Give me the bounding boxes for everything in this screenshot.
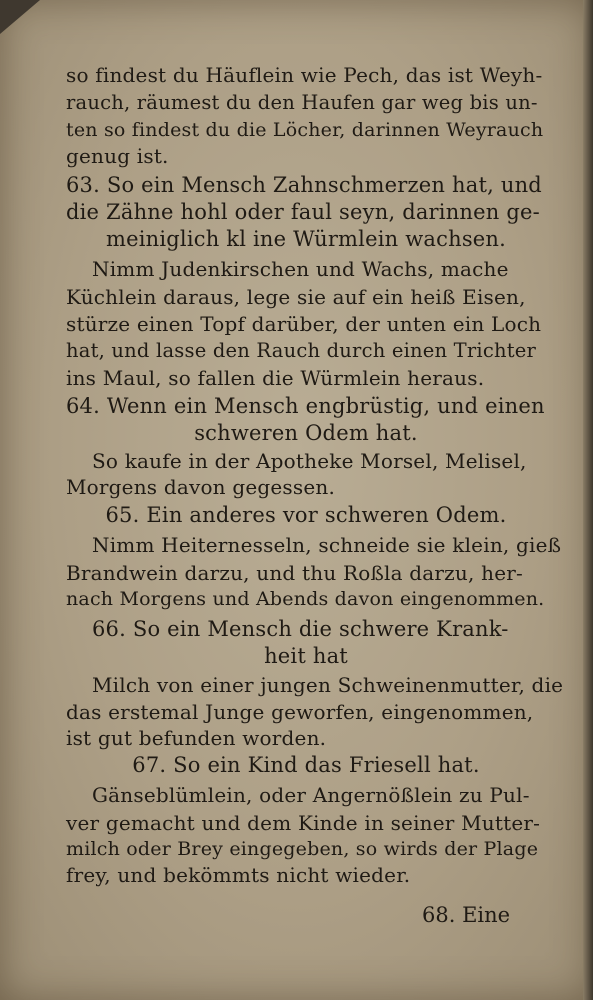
text-line: so findest du Häuflein wie Pech, das ist Weyh-	[66, 63, 543, 87]
text-line: ins Maul, so fallen die Würmlein heraus.	[66, 366, 485, 390]
text-line: So kaufe in der Apotheke Morsel, Melisel,	[92, 449, 527, 473]
text-line: ten so findest du die Löcher, darinnen Weyrauch	[66, 119, 544, 141]
recipe-heading-65: 65. Ein anderes vor schweren Odem.	[105, 503, 507, 527]
text-line: Nimm Judenkirschen und Wachs, mache	[92, 257, 509, 281]
catchword: 68. Eine	[422, 903, 511, 927]
recipe-heading-63-cont: meiniglich kl ine Würmlein wachsen.	[105, 227, 507, 251]
recipe-heading-63-cont: die Zähne hohl oder faul seyn, darinnen ge-	[66, 200, 540, 224]
recipe-heading-66: 66. So ein Mensch die schwere Krank-	[92, 617, 509, 641]
text-line: frey, und bekömmts nicht wieder.	[66, 863, 411, 887]
text-line: Brandwein darzu, und thu Roßla darzu, her-	[66, 561, 523, 585]
recipe-heading-64: 64. Wenn ein Mensch engbrüstig, und einen	[66, 394, 545, 418]
text-line: hat, und lasse den Rauch durch einen Trichter	[66, 339, 537, 362]
recipe-heading-64-cont: schweren Odem hat.	[194, 421, 418, 445]
text-line: Milch von einer jungen Schweinenmutter, die	[92, 673, 564, 697]
text-line: Gänseblümlein, oder Angernößlein zu Pul-	[92, 783, 530, 807]
text-line: stürze einen Topf darüber, der unten ein Loch	[66, 312, 542, 336]
text-line: ist gut befunden worden.	[66, 726, 327, 750]
text-line: Küchlein daraus, lege sie auf ein heiß Eisen,	[66, 285, 526, 309]
text-line: rauch, räumest du den Haufen gar weg bis un-	[66, 91, 538, 114]
page-edge	[583, 0, 593, 1000]
text-line: Morgens davon gegessen.	[66, 475, 336, 499]
text-line: das erstemal Junge geworfen, eingenommen,	[66, 700, 534, 724]
torn-corner	[0, 0, 40, 34]
text-line: genug ist.	[66, 144, 169, 168]
recipe-heading-67: 67. So ein Kind das Friesell hat.	[132, 753, 480, 777]
text-line: nach Morgens und Abends davon eingenommen.	[66, 588, 545, 610]
text-line: milch oder Brey eingegeben, so wirds der Plage	[66, 838, 539, 860]
text-line: Nimm Heiternesseln, schneide sie klein, gieß	[92, 533, 562, 557]
recipe-heading-63: 63. So ein Mensch Zahnschmerzen hat, und	[66, 173, 542, 197]
recipe-heading-66-cont: heit hat	[264, 644, 348, 668]
text-line: ver gemacht und dem Kinde in seiner Mutter-	[66, 811, 541, 835]
